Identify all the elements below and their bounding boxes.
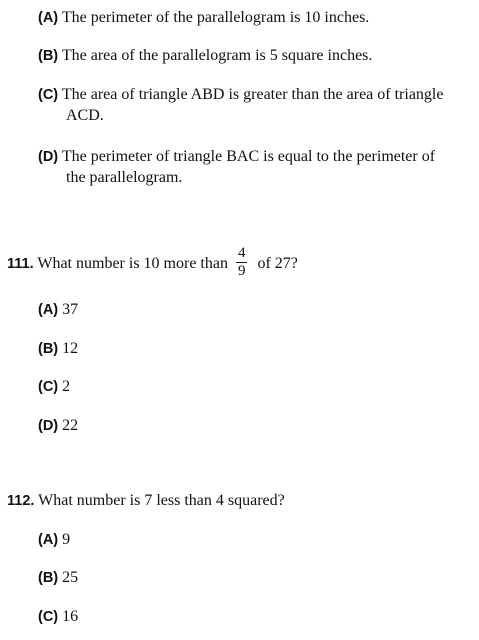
option-text: The area of the parallelogram is 5 square inches. — [61, 47, 373, 64]
option-label: (A) — [38, 532, 59, 548]
option-label: (D) — [38, 149, 59, 165]
q110-option-c — [38, 85, 443, 105]
option-text: The perimeter of triangle BAC is equal to the perimeter of — [61, 148, 436, 165]
q111-option-a — [38, 300, 78, 320]
option-label: (C) — [38, 87, 59, 103]
option-label: (C) — [38, 609, 59, 625]
question-text-before: What number is 10 more than — [37, 255, 228, 273]
option-text: 2 — [62, 378, 71, 395]
fraction-numerator: 4 — [237, 245, 246, 261]
q112-option-a — [38, 530, 70, 550]
option-text: 12 — [62, 340, 79, 357]
question-text-after: of 27? — [257, 255, 298, 273]
q110-option-c-continuation: ACD. — [66, 107, 104, 124]
option-label: (A) — [38, 10, 59, 26]
q112-option-b — [38, 568, 78, 588]
option-label: (B) — [38, 48, 59, 64]
q112-option-c — [38, 607, 78, 627]
question-112 — [7, 491, 285, 511]
q110-option-d — [38, 147, 435, 167]
option-label: (A) — [38, 302, 59, 318]
q111-option-d — [38, 416, 78, 436]
question-number: 112. — [7, 493, 35, 509]
q110-option-a — [38, 8, 369, 28]
option-label: (D) — [38, 418, 59, 434]
option-text: 37 — [62, 301, 79, 318]
option-text: 25 — [62, 569, 79, 586]
fraction — [236, 246, 248, 279]
q111-option-b — [38, 339, 78, 359]
option-label: (B) — [38, 341, 59, 357]
option-text: The area of triangle ABD is greater than the area of triangle — [61, 86, 444, 103]
q110-option-d-continuation: the parallelogram. — [66, 169, 183, 186]
question-111 — [7, 245, 298, 281]
question-number: 111. — [7, 256, 34, 273]
q111-option-c — [38, 377, 70, 397]
option-label: (B) — [38, 570, 59, 586]
option-text: 22 — [62, 417, 79, 434]
option-text: 16 — [62, 608, 79, 625]
fraction-denominator: 9 — [237, 263, 246, 279]
question-text: What number is 7 less than 4 squared? — [38, 492, 285, 509]
q110-option-b — [38, 46, 372, 66]
option-label: (C) — [38, 379, 59, 395]
option-text: 9 — [62, 531, 71, 548]
option-text: The perimeter of the parallelogram is 10 inches. — [61, 9, 370, 26]
